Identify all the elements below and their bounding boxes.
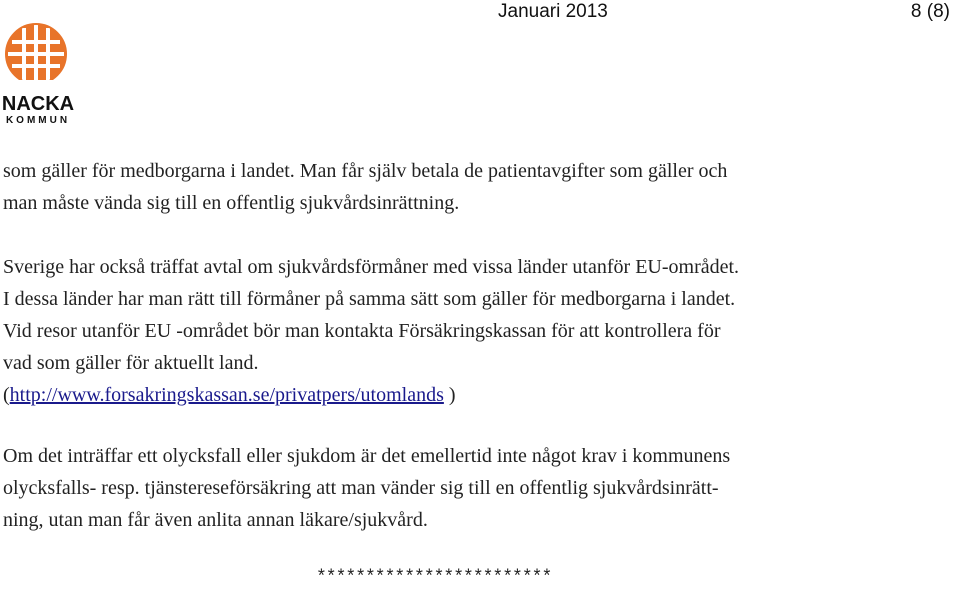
text-line: Sverige har också träffat avtal om sjukvårdsförmåner med vissa länder utanför EU-området. xyxy=(3,256,740,278)
logo-name: NACKA xyxy=(1,93,75,115)
text-line: Om det inträffar ett olycksfall eller sjukdom är det emellertid inte något krav i kommunens xyxy=(3,445,731,467)
page-number: 8 (8) xyxy=(910,1,950,22)
paragraph-3 xyxy=(3,440,953,536)
paragraph-2 xyxy=(3,251,953,411)
text-line: I dessa länder har man rätt till förmåner på samma sätt som gäller för medborgarna i landet. xyxy=(3,288,736,310)
text-line: vad som gäller för aktuellt land. xyxy=(3,352,259,374)
text-line: Vid resor utanför EU -området bör man kontakta Försäkringskassan för att kontrollera för xyxy=(3,320,721,342)
paragraph-1 xyxy=(3,155,953,219)
nacka-kommun-logo xyxy=(0,20,80,126)
link-line xyxy=(3,379,953,411)
logo-subtitle: KOMMUN xyxy=(5,115,71,126)
link-open-paren: ( xyxy=(3,384,10,406)
text-line: man måste vända sig till en offentlig sjukvårdsinrättning. xyxy=(3,192,460,214)
header-date: Januari 2013 xyxy=(498,1,608,22)
nacka-emblem-icon xyxy=(0,20,76,80)
text-line: ning, utan man får även anlita annan läkare/sjukvård. xyxy=(3,509,428,531)
text-line: olycksfalls- resp. tjänstereseförsäkring att man vänder sig till en offentlig sjukvårdsinrätt- xyxy=(3,477,719,499)
text-line: som gäller för medborgarna i landet. Man får själv betala de patientavgifter som gäller och xyxy=(3,160,728,182)
forsakringskassan-link[interactable]: http://www.forsakringskassan.se/privatpers/utomlands xyxy=(9,384,444,406)
separator-stars: ************************ xyxy=(316,568,552,588)
link-close-paren: ) xyxy=(443,384,456,406)
